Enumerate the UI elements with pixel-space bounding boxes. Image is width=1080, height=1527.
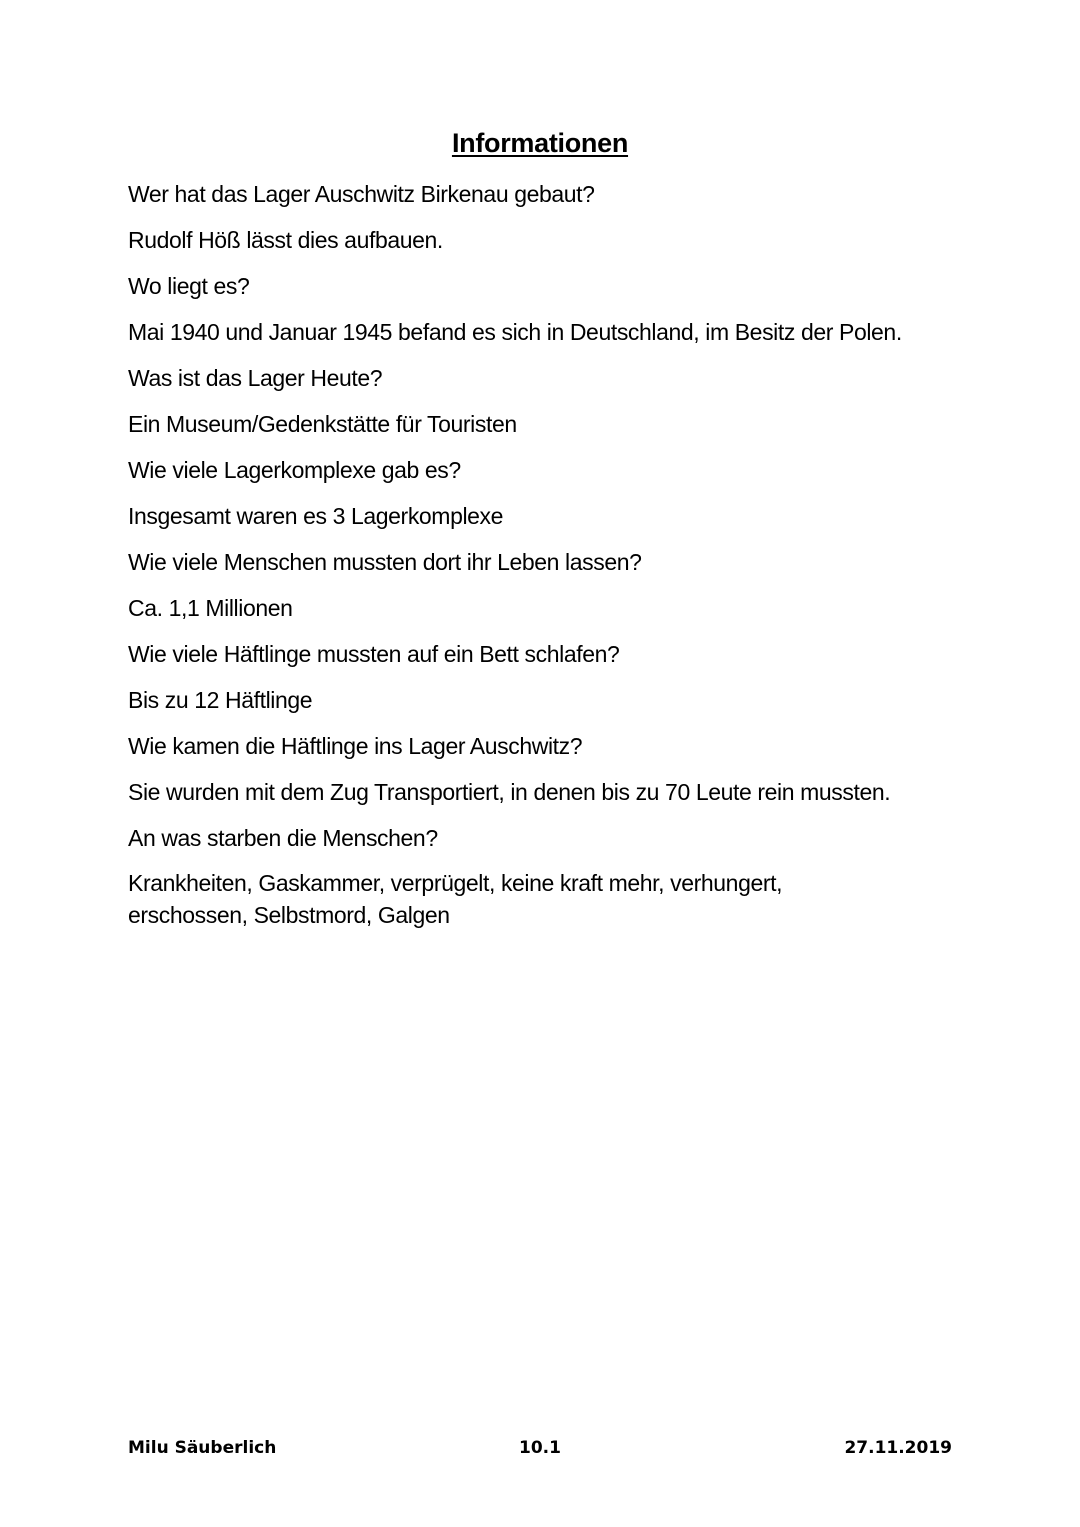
answer-line: Bis zu 12 Häftlinge [128,687,313,713]
footer-date: 27.11.2019 [844,1438,952,1458]
footer-class: 10.1 [519,1438,561,1458]
question-line: Wie viele Lagerkomplexe gab es? [128,457,461,483]
answer-line: Rudolf Höß lässt dies aufbauen. [128,227,443,253]
question-line: Wie viele Menschen mussten dort ihr Leben lassen? [128,549,642,575]
question-line: Wo liegt es? [128,273,250,299]
question-line: An was starben die Menschen? [128,825,438,851]
answer-line: Insgesamt waren es 3 Lagerkomplexe [128,503,504,529]
answer-line: Ein Museum/Gedenkstätte für Touristen [128,411,517,437]
question-line: Wer hat das Lager Auschwitz Birkenau gebaut? [128,181,595,207]
page-footer [0,1438,1080,1464]
question-line: Wie viele Häftlinge mussten auf ein Bett schlafen? [128,641,620,667]
question-answer-list [128,177,928,931]
answer-line: Ca. 1,1 Millionen [128,595,293,621]
question-line: Wie kamen die Häftlinge ins Lager Auschwitz? [128,733,583,759]
question-line: Was ist das Lager Heute? [128,365,383,391]
answer-line: Sie wurden mit dem Zug Transportiert, in denen bis zu 70 Leute rein mussten. [128,779,891,805]
page-title: Informationen [451,128,629,158]
answer-line: Krankheiten, Gaskammer, verprügelt, keine kraft mehr, verhungert, erschossen, Selbstmord, Galgen [128,870,783,928]
answer-line: Mai 1940 und Januar 1945 befand es sich in Deutschland, im Besitz der Polen. [128,319,902,345]
footer-author: Milu Säuberlich [128,1438,277,1458]
